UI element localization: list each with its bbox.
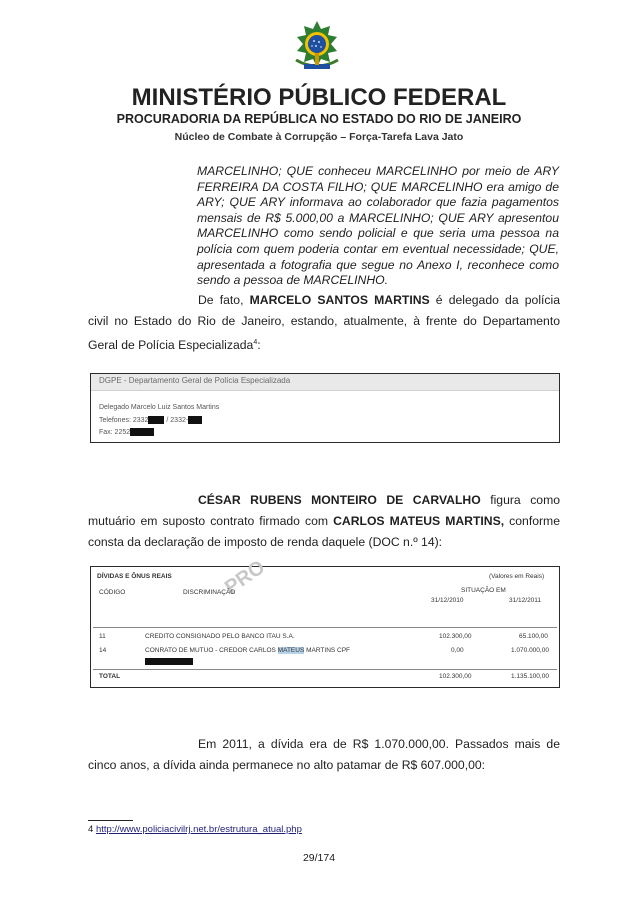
footnote-divider (88, 820, 133, 821)
watermark-text: PRO (221, 556, 270, 600)
footnote-link[interactable]: http://www.policiacivilrj.net.br/estrutura_atual.php (95, 824, 302, 835)
total-2011: 1.135.100,00 (511, 673, 549, 680)
org-subtitle: PROCURADORIA DA REPÚBLICA NO ESTADO DO RIO DE JANEIRO (116, 112, 522, 126)
row-value-2011: 1.070.000,00 (511, 647, 549, 654)
paragraph-end: : (257, 338, 261, 353)
person-name: CARLOS MATEUS MARTINS, (333, 514, 505, 528)
org-unit: Núcleo de Combate à Corrupção – Força-Tarefa Lava Jato (174, 131, 464, 143)
row-desc-part: CONRATO DE MUTUO - CREDOR CARLOS (145, 647, 278, 654)
col-header-situation: SITUAÇÃO EM (461, 587, 506, 594)
row-desc (145, 647, 350, 654)
paragraph-text: conforme consta da declaração de imposto de renda daquele (DOC n.º 14): (88, 514, 560, 549)
phones-line (99, 416, 202, 424)
redaction-bar (145, 658, 193, 665)
redaction-bar (148, 416, 164, 424)
row-desc: CREDITO CONSIGNADO PELO BANCO ITAU S.A. (145, 633, 295, 640)
person-name: MARCELO SANTOS MARTINS (249, 293, 430, 307)
paragraph-text: é delegado da polícia civil no Estado do Rio de Janeiro, estando, atualmente, à frente do Departamento Geral de Polícia Especializada (88, 293, 560, 353)
highlighted-word: MATEUS (277, 647, 305, 654)
paragraph-lead: De fato, (198, 293, 250, 307)
dgpe-header-bar (91, 374, 559, 391)
paragraph-text: figura como mutuário em suposto contrato firmado com (88, 493, 561, 528)
brazil-coat-of-arms-logo (290, 20, 344, 74)
fax-label: Fax: 2252 (99, 428, 131, 436)
table-divider (93, 669, 557, 670)
footnote-ref: 4 (253, 339, 258, 346)
person-name: CÉSAR RUBENS MONTEIRO DE CARVALHO (198, 493, 481, 507)
redaction-bar (130, 428, 154, 436)
values-note: (Valores em Reais) (489, 573, 545, 580)
row-code: 11 (99, 633, 106, 640)
footnote (88, 824, 302, 835)
total-2010: 102.300,00 (439, 673, 472, 680)
dgpe-screenshot (90, 373, 560, 443)
row-value-2010: 102.300,00 (439, 633, 472, 640)
row-value-2010: 0,00 (451, 647, 464, 654)
redaction-bar (188, 416, 202, 424)
delegate-name-line: Delegado Marcelo Luiz Santos Martins (99, 404, 220, 411)
col-header-2011: 31/12/2011 (509, 597, 542, 604)
footnote-number: 4 (88, 824, 94, 835)
org-title: MINISTÉRIO PÚBLICO FEDERAL (131, 84, 507, 111)
table-title: DÍVIDAS E ÔNUS REAIS (97, 573, 172, 580)
paragraph-cesar (88, 490, 560, 553)
paragraph-text: Em 2011, a dívida era de R$ 1.070.000,00. Passados mais de cinco anos, a dívida ainda permanece no alto patamar de R$ 607.000,00: (88, 737, 560, 772)
tax-return-screenshot (90, 556, 560, 688)
fax-line (99, 428, 154, 436)
phones-label: Telefones: 2332 (99, 416, 149, 424)
col-header-desc: DISCRIMINAÇÃO (183, 589, 236, 596)
row-desc-part: MARTINS CPF (304, 647, 351, 654)
paragraph-marcelo (88, 290, 560, 356)
row-value-2011: 65.100,00 (519, 633, 548, 640)
col-header-code: CÓDIGO (99, 589, 126, 596)
paragraph-debt (88, 734, 560, 776)
table-divider (93, 627, 557, 628)
page-number: 29/174 (302, 852, 336, 864)
col-header-2010: 31/12/2010 (431, 597, 464, 604)
total-label: TOTAL (99, 673, 121, 680)
dgpe-header-text: DGPE - Departamento Geral de Polícia Especializada (99, 376, 291, 385)
testimony-quote: MARCELINHO; QUE conheceu MARCELINHO por meio de ARY FERREIRA DA COSTA FILHO; QUE MARCELINHO era amigo de ARY; QUE ARY informava ao colaborador que fazia pagamentos mensais de R$ 5.000,00 a MARCELINHO; QUE ARY apresentou MARCELINHO como sendo policial e que seria uma pessoa na polícia com quem poderia contar em eventual necessidade; QUE, apresentada a fotografia que segue no Anexo I, reconhece como sendo a pessoa de MARCELINHO. (197, 164, 559, 288)
row-code: 14 (99, 647, 107, 654)
phones-separator: / 2332- (166, 416, 189, 424)
